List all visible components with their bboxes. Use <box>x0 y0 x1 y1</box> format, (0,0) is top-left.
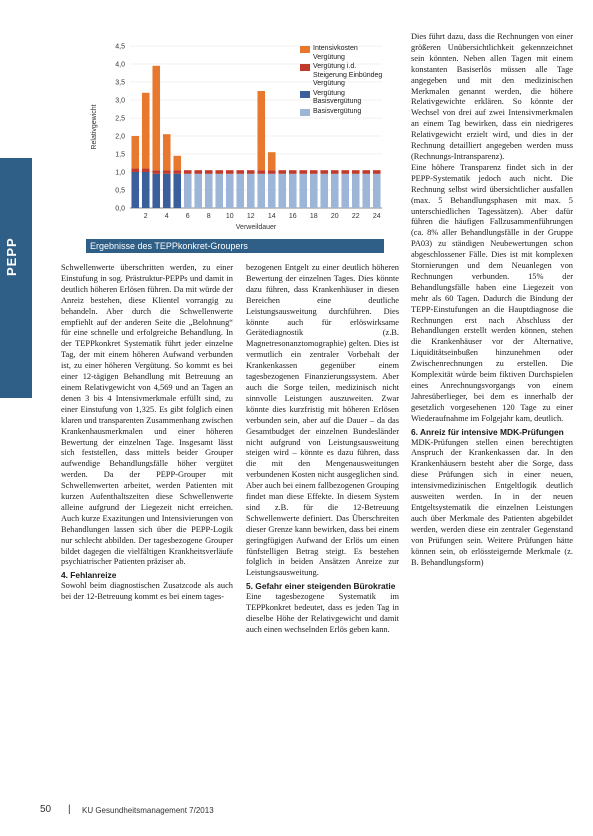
bar-segment <box>142 93 150 169</box>
x-tick-label: 16 <box>288 213 297 220</box>
bar-segment <box>194 174 202 208</box>
y-tick-label: 0,0 <box>115 205 125 213</box>
bar-segment <box>268 152 276 170</box>
legend-swatch <box>300 46 310 53</box>
bar-segment <box>226 170 234 174</box>
bar-segment <box>226 174 234 208</box>
legend-item <box>300 90 385 107</box>
bar-segment <box>131 172 139 208</box>
legend-label: Intensivkosten Vergütung <box>313 45 358 61</box>
bar-segment <box>362 174 370 208</box>
bar-segment <box>289 170 297 174</box>
legend-item <box>300 63 385 89</box>
page-footer <box>40 804 580 818</box>
bar-segment <box>331 170 339 174</box>
bar-segment <box>320 174 328 208</box>
x-tick-label: 4 <box>164 213 169 220</box>
paragraph: Schwellenwerte überschritten werden, zu einer Einstufung in sog. Prästruktur-PEPPs und damit in deutlich höheren Erlösen führen. Da mit würde der Anreiz bestehen, diese Klientel vorrangig zu behandeln. Aber durch die Schwellenwerte empfiehlt auf der anderen Seite die „Belohnung“ für eine schnelle und erfolgreiche Behandlung. In der TEPPkonkret Systematik führt jeder einzelne Tag, der mit einem höheren Aufwand verbunden ist, zu einer höheren Vergütung. So kommt es bei einer 12-tägigen Behandlung mit Betreuung an einem Relativgewicht von 4,569 und an Tagen an denen 3 bis 4 Intensivmerkmale erfüllt sind, zu einer Einstufung von 1,325. Es gibt folglich einen klaren und transparenten Zusammenhang zwischen Krankenhausmerkmalen und einer höheren Bewertung der einzelnen Tage. Insgesamt lässt sich feststellen, dass mittels beider Grouper aufwendige Behandlungsfälle höher vergütet werden. Da der PEPP-Grouper mit Schwellenwerten arbeitet, werden Patienten mit kurzen Aufenthaltszeiten diese Schwellenwerte alleine aufgrund der Liegezeit nicht erreichen. Auch kurze Exazitungen und Intensivierungen von Behandlungen lassen sich über die PEPP-Logik nur schlecht abbilden. Der tagesbezogene Grouper bildet dagegen die vielfältigen Krankheitsverläufe psychiatrischer Patienten präziser ab. <box>61 263 233 567</box>
text-column-3 <box>411 32 573 568</box>
bar-segment <box>152 174 160 208</box>
bar-segment <box>310 174 318 208</box>
bar-segment <box>362 170 370 174</box>
bar-segment <box>236 170 244 174</box>
bar-segment <box>205 170 213 174</box>
section-tab-label: PEPP <box>4 237 19 276</box>
bar-segment <box>331 174 339 208</box>
y-tick-label: 3,0 <box>115 97 125 105</box>
bar-segment <box>247 170 255 174</box>
y-axis-label: Relativgewicht <box>91 104 98 150</box>
section-tab <box>0 158 32 398</box>
bar-segment <box>173 170 181 174</box>
footer-separator: | <box>68 804 71 815</box>
bar-segment <box>131 136 139 168</box>
legend-swatch <box>300 109 310 116</box>
bar-segment <box>310 170 318 174</box>
bar-segment <box>152 170 160 174</box>
bar-segment <box>278 174 286 208</box>
x-tick-label: 20 <box>330 213 339 220</box>
x-tick-label: 14 <box>267 213 276 220</box>
section-heading: 6. Anreiz für intensive MDK-Prüfungen <box>411 426 564 437</box>
bar-segment <box>373 170 381 174</box>
paragraph: Eine höhere Transparenz findet sich in der PEPP-Systematik jedoch auch nicht. Die Rechnung selbst wird übersichtlicher ausfallen (max. 5 Behandlungsphasen mit max. 5 unterschiedlichen Tagessätzen). Aber dafür führen die häufigen Fallzusammenführungen (ca. 8% aller Behandlungsfälle in der Gruppe PA03) zu ständigen Neubewertungen schon abgeschlossener Fälle. Dies ist mit komplexen Stornierungen und dem Neuanlegen von Rechnungen verbunden. 15% der Behandlungsfälle haben eine Liegezeit von mehr als 60 Tagen. Dadurch die Bindung der TEPP-Einstufungen an die Hauptdiagnose die Rechnungen erst nach Abschluss der Behandlungen erstellt werden können, stehen die Krankenhäuser vor der Alternative, Liquiditätseinbußen hinzunehmen oder Zwischenrechnungen zu erstellen. Die Komplexität würde beim fiktiven Durchspielen eines Anrechnungsvorgangs von einem Jahresüberlieger, bei dem es innerhalb der gesetzlich vorgesehenen 120 Tage zu einer Wiederaufnahme im Folgejahr kam, deutlich. <box>411 162 573 423</box>
paragraph: Dies führt dazu, dass die Rechnungen von einer größeren Unübersichtlichkeit gekennzeichnet sein könnten. Neben allen Tagen mit einem konstanten Basiserlös müssen alle Tage angegeben und mit den medizinischen Merkmalen genannt werden, die höhere Relativgewichte erklären. So könnte der Wechsel von drei auf zwei Intensivmerkmalen an einem Tag bewirken, dass ein niedrigeres Relativgewicht erzielt wird, und dies in der Rechnung detailliert angegeben werden muss (Rechnungs-Intransparenz). <box>411 32 573 161</box>
legend-swatch <box>300 91 310 98</box>
bar-segment <box>268 170 276 174</box>
bar-segment <box>299 174 307 208</box>
bar-segment <box>163 134 171 170</box>
bar-segment <box>205 174 213 208</box>
section-heading: 4. Fehlanreize <box>61 570 117 581</box>
chart-legend <box>300 45 385 117</box>
bar-segment <box>278 170 286 174</box>
bar-segment <box>352 170 360 174</box>
x-tick-label: 24 <box>372 213 381 220</box>
bar-segment <box>341 170 349 174</box>
bar-segment <box>299 170 307 174</box>
bar-segment <box>184 174 192 208</box>
paragraph: MDK-Prüfungen stellen einen berechtigten Anspruch der Krankenkassen dar. In den Krankenhäusern besteht aber die Sorge, dass diese Prüfungen sich in einer neuen, intensivmedizinischen Entgeltlogik deutlich ausweiten werden. In in der neuen Entgeltsystematik die einzelnen Leistungen auch über Merkmale des Patienten abgebildet werden, werden diese ein zentraler Gegenstand von Prüfungen sein. Weitere Prüfungen hätte können sein, ob erlössteigernde Merkmale (z. B. Behandlungsform) <box>411 437 573 567</box>
legend-swatch <box>300 64 310 71</box>
bar-segment <box>257 91 265 170</box>
bar-segment <box>341 174 349 208</box>
legend-label: Vergütung Basisvergütung <box>313 89 362 105</box>
bar-segment <box>152 66 160 170</box>
text-column-2 <box>246 263 399 636</box>
y-tick-label: 4,0 <box>115 61 125 69</box>
bar-segment <box>194 170 202 174</box>
publication-name: KU Gesundheitsmanagement 7/2013 <box>82 806 214 815</box>
bar-segment <box>352 174 360 208</box>
y-tick-label: 4,5 <box>115 43 125 51</box>
bar-segment <box>247 174 255 208</box>
y-tick-label: 3,5 <box>115 79 125 87</box>
x-tick-label: 6 <box>185 213 190 220</box>
bar-segment <box>184 170 192 174</box>
bar-segment <box>257 170 265 174</box>
legend-item <box>300 108 385 117</box>
legend-label: Vergütung i.d. Steigerung Einbündeg Vergütung <box>313 63 383 87</box>
text-column-1 <box>61 263 233 603</box>
x-tick-label: 12 <box>246 213 255 220</box>
x-tick-label: 22 <box>351 213 360 220</box>
y-tick-label: 2,5 <box>115 115 125 123</box>
legend-item <box>300 45 385 62</box>
y-tick-label: 1,0 <box>115 169 125 177</box>
y-tick-label: 0,5 <box>115 187 125 195</box>
bar-segment <box>173 174 181 208</box>
bar-segment <box>163 170 171 174</box>
bar-segment <box>215 170 223 174</box>
x-tick-label: 2 <box>143 213 148 220</box>
bar-segment <box>320 170 328 174</box>
bar-segment <box>289 174 297 208</box>
y-tick-label: 2,0 <box>115 133 125 141</box>
bar-segment <box>142 172 150 208</box>
x-axis-label: Verweildauer <box>235 224 277 231</box>
x-tick-label: 10 <box>225 213 234 220</box>
bar-segment <box>373 174 381 208</box>
paragraph: Sowohl beim diagnostischen Zusatzcode als auch bei der 12-Betreuung kommt es bei einem tages- <box>61 581 233 602</box>
x-tick-label: 8 <box>206 213 211 220</box>
bar-segment <box>268 174 276 208</box>
bar-segment <box>257 174 265 208</box>
page-number: 50 <box>40 804 52 815</box>
bar-segment <box>163 174 171 208</box>
bar-segment <box>142 168 150 172</box>
bar-segment <box>131 168 139 172</box>
paragraph: bezogenen Entgelt zu einer deutlich höheren Bewertung der einzelnen Tages. Dies könnte dazu führen, dass Krankenhäuser in diesen Bereichen eine deutliche Leistungsausweitung durchführen. Dies könnte auch für erlöswirksame Gerätediagnostik (z.B. Magnetresonanztomographie) gelten. Dies ist vermutlich ein zentraler Vorbehalt der Krankenkassen gegenüber einem tagesbezogenen Finanzierungssystem. Aber auch die Sorge teilen, medizinisch nicht sinnvolle Leistungen auszuweiten. Zwar könnte dies kurzfristig mit höheren Erlösen verbunden sein, aber auf die Dauer – da das Gesamtbudget der einzelnen Bundesländer nicht aufgrund von Leistungsausweitung steigen wird – könnte es dazu führen, dass die mit den Mengenausweitungen verbundenen Kosten nicht ausgeglichen sind. Aber auch bei einem fallbezogenen Grouping findet man diese Effekte. In diesem System sind z.B. für die 12-Betreuung Schwellenwerte definiert. Das Überschreiten dieser Grenze kann bewirken, dass bei einem geringfügigen Aufwand der Erlös um einen fünfstelligen Betrag steigt. Es bestehen folglich in beiden Ansätzen Anreize zur Leistungsausweitung. <box>246 263 399 578</box>
bar-segment <box>236 174 244 208</box>
bar-segment <box>173 156 181 170</box>
section-heading: 5. Gefahr einer steigenden Bürokratie <box>246 581 396 592</box>
x-tick-label: 18 <box>309 213 318 220</box>
bar-segment <box>215 174 223 208</box>
paragraph: Eine tagesbezogene Systematik im TEPPkonkret bedeutet, dass es jeden Tag in dieselbe Höhe der Relativgewicht und damit auch einen wechselnden Erlös geben kann. <box>246 592 399 634</box>
figure-caption: Ergebnisse des TEPPkonkret-Groupers <box>86 239 384 253</box>
legend-label: Basisvergütung <box>313 107 362 115</box>
y-tick-label: 1,5 <box>115 151 125 159</box>
